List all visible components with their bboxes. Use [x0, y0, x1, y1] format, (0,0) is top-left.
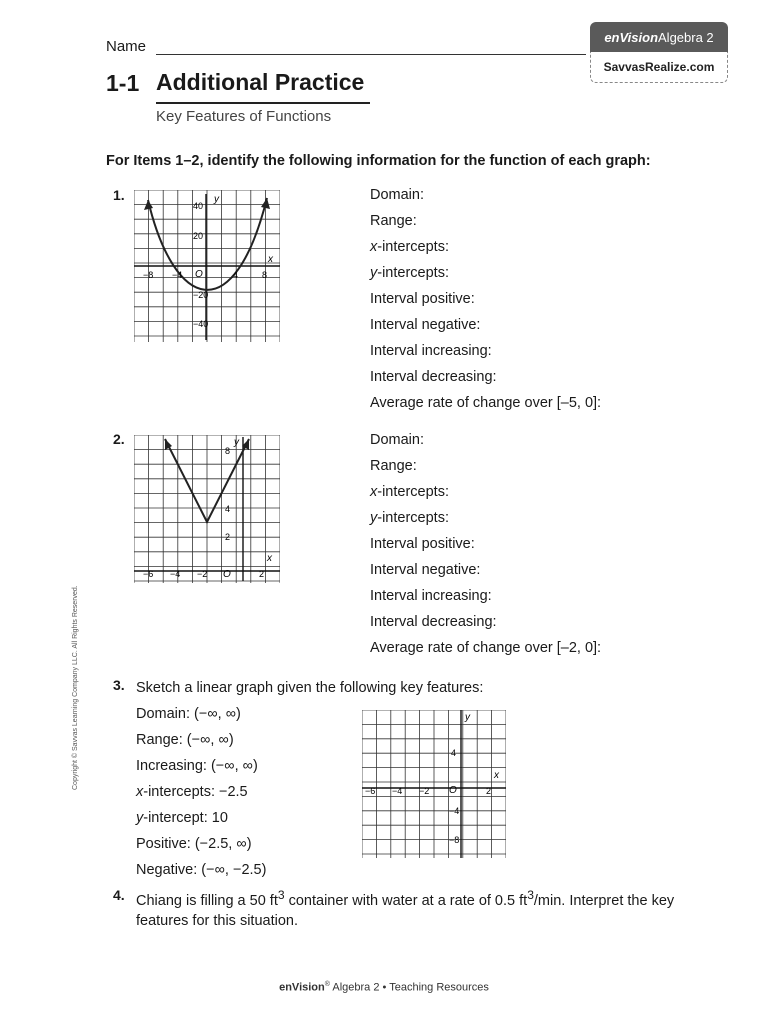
item3-graph[interactable] — [362, 710, 506, 858]
item3-number: 3. — [113, 677, 125, 693]
item1-xtick: −4 — [172, 270, 183, 280]
item1-x-label: x — [268, 254, 273, 265]
item1-xtick: 8 — [262, 270, 268, 280]
q-range: Range: — [370, 458, 417, 474]
q-average-rate: Average rate of change over [–2, 0]: — [370, 640, 602, 656]
q-y-intercepts: y-intercepts: — [370, 510, 449, 526]
item1-graph — [134, 190, 280, 342]
brand-logo — [590, 22, 728, 52]
item1-questions — [370, 182, 601, 416]
item1-number: 1. — [113, 187, 125, 203]
item2-xtick: 2 — [259, 569, 265, 579]
q-x-intercepts: x-intercepts: — [370, 239, 449, 255]
q-x-intercepts: x-intercepts: — [370, 484, 449, 500]
item1-xtick: 4 — [233, 270, 239, 280]
item1-origin: O — [195, 269, 203, 280]
q-interval-decreasing: Interval decreasing: — [370, 614, 497, 630]
q-interval-positive: Interval positive: — [370, 536, 475, 552]
q-interval-positive: Interval positive: — [370, 291, 475, 307]
item1-ytick: −40 — [193, 319, 209, 329]
item2-ytick: 2 — [225, 532, 231, 542]
q-interval-increasing: Interval increasing: — [370, 588, 492, 604]
feature-increasing: Increasing: (−∞, ∞) — [136, 758, 258, 774]
item3-y-label: y — [465, 712, 470, 723]
q-domain: Domain: — [370, 432, 424, 448]
item3-prompt: Sketch a linear graph given the following key features: — [136, 680, 484, 696]
item3-x-label: x — [494, 770, 499, 781]
instructions: For Items 1–2, identify the following information for the function of each graph: — [106, 153, 651, 169]
item2-number: 2. — [113, 431, 125, 447]
feature-range: Range: (−∞, ∞) — [136, 732, 234, 748]
name-label: Name — [106, 38, 147, 55]
feature-negative: Negative: (−∞, −2.5) — [136, 862, 267, 878]
item2-y-label: y — [234, 437, 239, 448]
q-interval-negative: Interval negative: — [370, 317, 481, 333]
item3-xtick: −6 — [365, 786, 376, 796]
feature-positive: Positive: (−2.5, ∞) — [136, 836, 252, 852]
item2-x-label: x — [267, 553, 272, 564]
item2-origin: O — [223, 569, 231, 580]
item4-text: Chiang is filling a 50 $ft^3$ container with water at a rate of 0.5 $ft^3/\min$. Interpret the key features for this situation. — [136, 888, 675, 929]
website-label: SavvasRealize.com — [590, 52, 728, 83]
page-footer: enVision® Algebra 2 • Teaching Resources — [279, 981, 489, 994]
item1-ytick: 20 — [193, 231, 204, 241]
q-y-intercepts: y-intercepts: — [370, 265, 449, 281]
item1-ytick: 40 — [193, 201, 204, 211]
name-line[interactable] — [156, 54, 586, 55]
item3-origin: O — [449, 785, 457, 796]
q-interval-decreasing: Interval decreasing: — [370, 369, 497, 385]
q-domain: Domain: — [370, 187, 424, 203]
item2-ytick: 4 — [225, 504, 231, 514]
feature-y-intercept: y-intercept: 10 — [136, 810, 228, 826]
item1-curve — [148, 198, 267, 290]
lesson-number: 1-1 — [106, 70, 140, 96]
q-interval-negative: Interval negative: — [370, 562, 481, 578]
item3-xtick: −4 — [392, 786, 403, 796]
q-average-rate: Average rate of change over [–5, 0]: — [370, 395, 602, 411]
item3-xtick: 2 — [486, 786, 492, 796]
item1-y-label: y — [214, 194, 219, 205]
item4-number: 4. — [113, 887, 125, 903]
brand-prefix: enVision — [604, 29, 659, 45]
title-rule — [156, 102, 370, 104]
feature-x-intercepts: x-intercepts: −2.5 — [136, 784, 248, 800]
page-title: Additional Practice — [156, 69, 365, 95]
brand-suffix: Algebra 2 — [658, 29, 714, 45]
item2-xtick: −2 — [197, 569, 208, 579]
item2-xtick: −6 — [143, 569, 154, 579]
feature-domain: Domain: (−∞, ∞) — [136, 706, 241, 722]
copyright-notice: Copyright © Savvas Learning Company LLC. All Rights Reserved. — [72, 585, 79, 790]
item1-xtick: −8 — [143, 270, 154, 280]
item2-questions — [370, 427, 601, 661]
item3-ytick: −8 — [449, 835, 460, 845]
item2-ytick: 8 — [225, 446, 231, 456]
item2-xtick: −4 — [170, 569, 181, 579]
page-subtitle: Key Features of Functions — [156, 108, 332, 125]
item3-xtick: −2 — [419, 786, 430, 796]
q-range: Range: — [370, 213, 417, 229]
q-interval-increasing: Interval increasing: — [370, 343, 492, 359]
item2-graph — [134, 435, 280, 583]
item3-ytick: −4 — [449, 806, 460, 816]
item1-ytick: −20 — [193, 290, 209, 300]
item3-ytick: 4 — [451, 748, 457, 758]
